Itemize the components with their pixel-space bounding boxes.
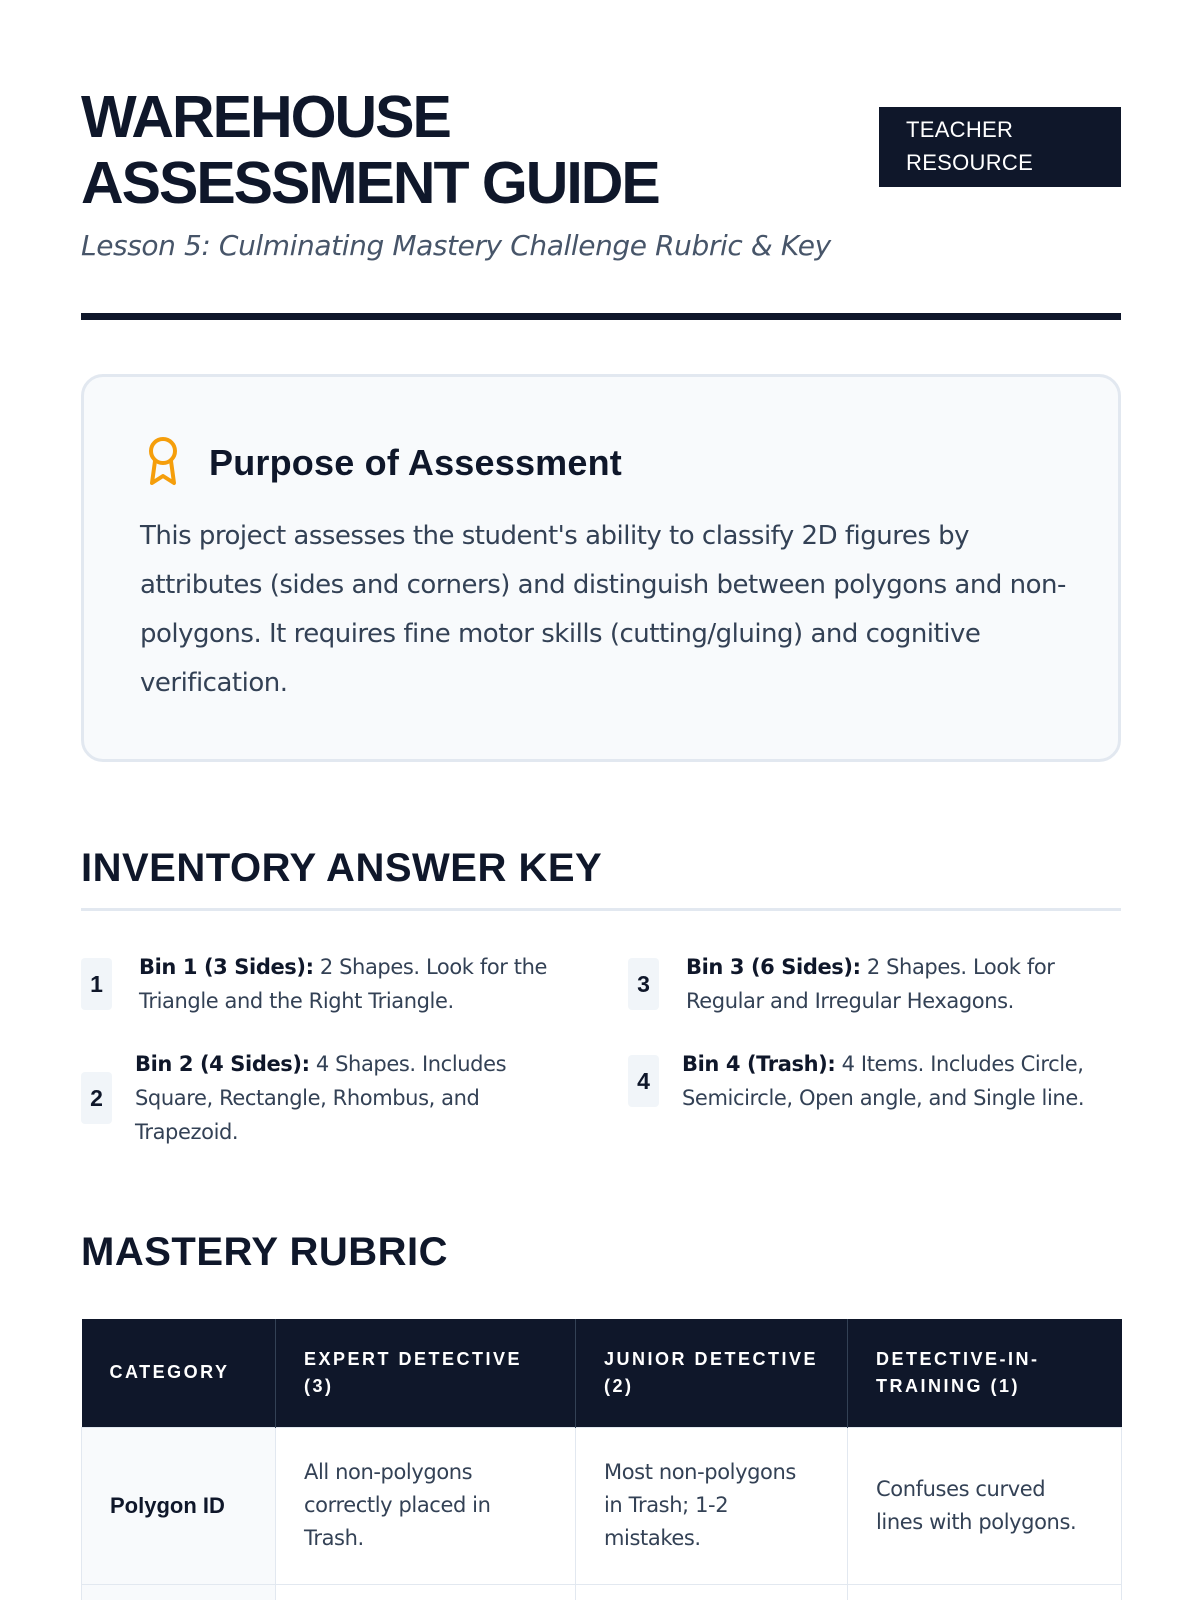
header-divider [81,313,1121,320]
badge-line-1: TEACHER [906,117,1014,142]
page-subtitle: Lesson 5: Culminating Mastery Challenge Rubric & Key [81,229,831,262]
award-ribbon-icon [143,435,183,491]
title-line-2: ASSESSMENT GUIDE [81,150,659,216]
rubric-table [81,1319,1122,1600]
key-item-description: 2 Shapes. Look for the Triangle and the Right Triangle. [139,955,548,1013]
purpose-header [143,435,622,491]
key-item-label: Bin 1 (3 Sides): [139,955,314,979]
rubric-cell-training: Confuses curved lines with polygons. [848,1427,1122,1584]
rubric-header-training: DETECTIVE-IN-TRAINING (1) [848,1319,1122,1427]
rubric-header-junior: JUNIOR DETECTIVE (2) [576,1319,848,1427]
key-item-number: 3 [628,958,659,1010]
purpose-title: Purpose of Assessment [209,442,622,483]
assessment-guide-page [81,0,1121,1600]
key-item-label: Bin 4 (Trash): [682,1052,836,1076]
key-item-description: 4 Items. Includes Circle, Semicircle, Open angle, and Single line. [682,1052,1085,1110]
key-item-number: 4 [628,1055,659,1107]
key-item-description: 4 Shapes. Includes Square, Rectangle, Rhombus, and Trapezoid. [135,1052,507,1144]
key-item-text [686,950,1121,1018]
purpose-text: This project assesses the student's ability to classify 2D figures by attributes (sides and corners) and distinguish between polygons and non-polygons. It requires fine motor skills (cutting/gluing) and cognitive verification. [140,521,1066,698]
teacher-resource-badge [879,107,1121,187]
key-item [81,950,581,1018]
key-item [81,1047,561,1149]
rubric-header-category: CATEGORY [82,1319,276,1427]
key-item-number: 1 [81,958,112,1010]
key-item-label: Bin 3 (6 Sides): [686,955,861,979]
key-item-text [135,1047,561,1149]
rubric-cell-junior [576,1584,848,1600]
key-item-text [139,950,581,1018]
key-item [628,950,1121,1018]
key-item [628,1047,1121,1115]
header [81,84,1121,262]
key-item-label: Bin 2 (4 Sides): [135,1052,310,1076]
title-line-1: WAREHOUSE [81,84,450,150]
rubric-cell-category [82,1584,276,1600]
rubric-cell-expert [276,1584,576,1600]
key-item-description: 2 Shapes. Look for Regular and Irregular Hexagons. [686,955,1055,1013]
rubric-cell-category: Polygon ID [82,1427,276,1584]
page-title [81,84,801,216]
table-row [82,1584,1122,1600]
purpose-card [81,374,1121,762]
rubric-header-row [82,1319,1122,1427]
table-row [82,1427,1122,1584]
rubric-title: MASTERY RUBRIC [81,1230,449,1274]
rubric-header-expert: EXPERT DETECTIVE (3) [276,1319,576,1427]
rubric-cell-training [848,1584,1122,1600]
rubric-cell-expert: All non-polygons correctly placed in Trash. [276,1427,576,1584]
answer-key-title: INVENTORY ANSWER KEY [81,846,603,890]
rubric-cell-junior: Most non-polygons in Trash; 1-2 mistakes. [576,1427,848,1584]
key-item-number: 2 [81,1072,112,1124]
answer-key-divider [81,908,1121,911]
badge-line-2: RESOURCE [906,150,1034,175]
key-item-text [682,1047,1121,1115]
